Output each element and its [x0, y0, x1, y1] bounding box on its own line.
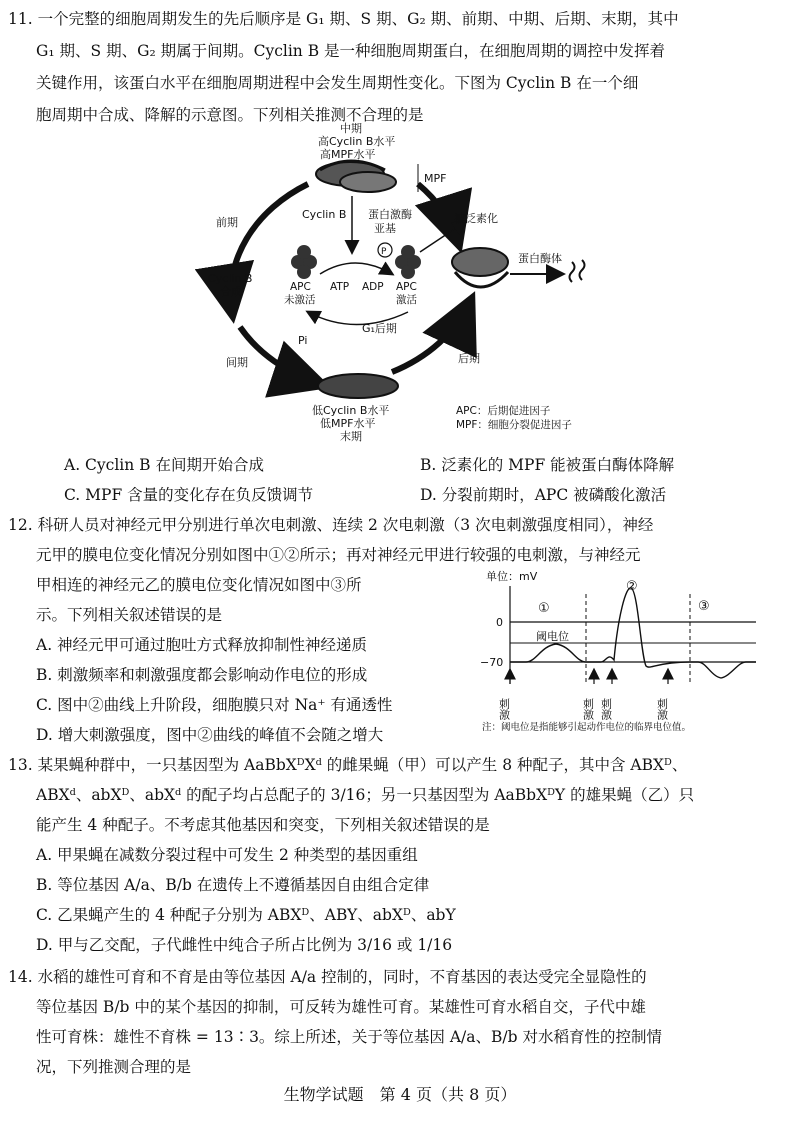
- kinase-label-2: 亚基: [374, 222, 396, 235]
- q11-line-1: 11. 一个完整的细胞周期发生的先后顺序是 G₁ 期、S 期、G₂ 期、前期、中期、后期、末期，其中: [8, 10, 679, 28]
- q13-option-d: D. 甲与乙交配，子代雌性中纯合子所占比例为 3/16 或 1/16: [36, 936, 453, 954]
- apc-inactive-label-2: 未激活: [284, 294, 316, 306]
- apc-active-icon: [395, 245, 421, 279]
- apc-inactive-icon: [291, 245, 317, 279]
- synthesis-label-1: Cyclin B: [208, 272, 253, 285]
- atp-label: ATP: [330, 281, 350, 293]
- p-label: P: [381, 247, 387, 257]
- apc-active-label-1: APC: [396, 281, 417, 293]
- cyclin-b-label: Cyclin B: [302, 208, 347, 221]
- kinase-label-1: 蛋白激酶: [368, 208, 412, 221]
- anaphase-label: 后期: [458, 352, 480, 365]
- pi-label: Pi: [298, 334, 308, 347]
- proteasome-icon: [452, 248, 508, 287]
- q13-option-b: B. 等位基因 A/a、B/b 在遗传上不遵循基因自由组合定律: [36, 876, 430, 894]
- q11-option-d: D. 分裂前期时，APC 被磷酸化激活: [420, 486, 667, 504]
- q12-line-1: 12. 科研人员对神经元甲分别进行单次电刺激、连续 2 次电刺激（3 次电刺激强度相同），神经: [8, 516, 654, 534]
- chart-curve3: ③: [698, 599, 710, 614]
- q11-option-b: B. 泛素化的 MPF 能被蛋白酶体降解: [420, 456, 675, 474]
- mpf-label: MPF: [424, 172, 447, 185]
- q11-option-a: A. Cyclin B 在间期开始合成: [64, 456, 264, 474]
- q11-line-3: 关键作用，该蛋白水平在细胞周期进程中会发生周期性变化。下图为 Cyclin B 在一个细: [36, 74, 639, 92]
- top-label-2: 高Cyclin B水平: [318, 135, 396, 148]
- prophase-label: 前期: [216, 216, 238, 229]
- top-label-3: 高MPF水平: [320, 148, 376, 161]
- mpf-complex-icon: [316, 161, 396, 192]
- q11-option-c: C. MPF 含量的变化存在负反馈调节: [64, 486, 314, 504]
- chart-minus70: −70: [480, 656, 504, 669]
- legend-mpf: MPF：细胞分裂促进因子: [456, 419, 572, 431]
- g1-label: G₁后期: [362, 322, 397, 335]
- adp-label: ADP: [362, 281, 384, 293]
- q13-option-c: C. 乙果蝇产生的 4 种配子分别为 ABXᴰ、ABY、abXᴰ、abY: [36, 906, 456, 924]
- q13-option-a: A. 甲果蝇在减数分裂过程中可发生 2 种类型的基因重组: [36, 846, 418, 864]
- q12-line-3: 甲相连的神经元乙的膜电位变化情况如图中③所: [36, 576, 362, 594]
- synthesis-label-2: 合成: [220, 285, 242, 298]
- stim-label-1: 刺激: [497, 698, 511, 720]
- chart-zero: 0: [496, 616, 503, 629]
- apc-active-label-2: 激活: [396, 294, 417, 306]
- chart-note: 注：阈电位是指能够引起动作电位的临界电位值。: [482, 722, 692, 733]
- stim-label-2: 刺激: [581, 698, 595, 720]
- chart-threshold: 阈电位: [536, 630, 569, 643]
- cyclin-b-cycle-diagram: [180, 122, 630, 447]
- chart-curve2: ②: [626, 579, 638, 594]
- top-label-1: 中期: [340, 122, 362, 135]
- q14-line-1: 14. 水稻的雄性可育和不育是由等位基因 A/a 控制的，同时，不育基因的表达受完全显隐性的: [8, 968, 647, 986]
- q13-line-2: ABXᵈ、abXᴰ、abXᵈ 的配子均占总配子的 3/16；另一只基因型为 AaBbXᴰY 的雄果蝇（乙）只: [36, 786, 695, 804]
- q13-line-1: 13. 某果蝇种群中，一只基因型为 AaBbXᴰXᵈ 的雌果蝇（甲）可以产生 8 种配子，其中含 ABXᴰ、: [8, 756, 688, 774]
- membrane-potential-chart: [476, 566, 792, 736]
- bottom-label-3: 末期: [340, 430, 362, 443]
- q12-option-c: C. 图中②曲线上升阶段，细胞膜只对 Na⁺ 有通透性: [36, 696, 393, 714]
- low-mpf-oval: [318, 374, 398, 398]
- q12-line-2: 元甲的膜电位变化情况分别如图中①②所示；再对神经元甲进行较强的电刺激，与神经元: [36, 546, 641, 564]
- chart-unit: 单位：mV: [486, 570, 538, 583]
- q14-line-2: 等位基因 B/b 中的某个基因的抑制，可反转为雄性可育。某雄性可育水稻自交，子代中雄: [36, 998, 646, 1016]
- q12-option-d: D. 增大刺激强度，图中②曲线的峰值不会随之增大: [36, 726, 384, 744]
- page-footer: 生物学试题 第 4 页（共 8 页）: [283, 1085, 517, 1104]
- degraded-fragments-icon: [570, 260, 585, 282]
- q12-option-a: A. 神经元甲可通过胞吐方式释放抑制性神经递质: [36, 636, 368, 654]
- q12-option-b: B. 刺激频率和刺激强度都会影响动作电位的形成: [36, 666, 368, 684]
- q11-line-2: G₁ 期、S 期、G₂ 期属于间期。Cyclin B 是一种细胞周期蛋白，在细胞周期的调控中发挥着: [36, 42, 666, 60]
- q11-line-4: 胞周期中合成、降解的示意图。下列相关推测不合理的是: [36, 106, 424, 124]
- bottom-label-1: 低Cyclin B水平: [312, 404, 390, 417]
- interphase-label: 间期: [226, 356, 248, 369]
- stim-label-3: 刺激: [599, 698, 613, 720]
- stim-label-4: 刺激: [655, 698, 669, 720]
- legend-apc: APC：后期促进因子: [456, 405, 551, 417]
- q14-line-4: 况，下列推测合理的是: [36, 1058, 192, 1076]
- q13-line-3: 能产生 4 种配子。不考虑其他基因和突变，下列相关叙述错误的是: [36, 816, 490, 834]
- ubiquitination-label: 被泛素化: [454, 212, 498, 225]
- proteasome-label: 蛋白酶体: [518, 252, 562, 265]
- q14-line-3: 性可育株：雄性不育株 = 13∶3。综上所述，关于等位基因 A/a、B/b 对水稻育性的控制情: [36, 1028, 662, 1046]
- q12-line-4: 示。下列相关叙述错误的是: [36, 606, 223, 624]
- chart-curve1: ①: [538, 601, 550, 616]
- apc-inactive-label-1: APC: [290, 281, 311, 293]
- bottom-label-2: 低MPF水平: [320, 417, 376, 430]
